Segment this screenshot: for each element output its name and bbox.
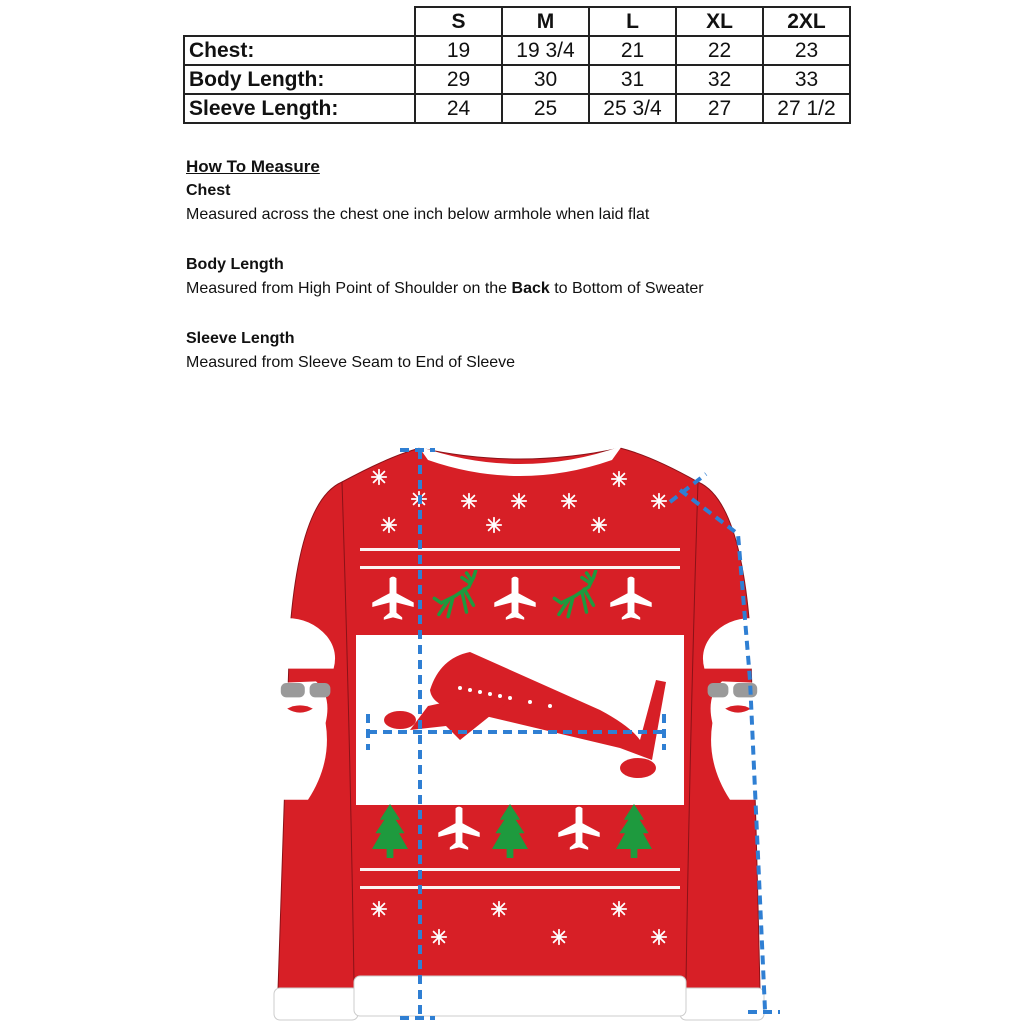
table-cell: 27 1/2: [763, 94, 850, 123]
table-row: [184, 94, 850, 123]
table-cell: 30: [502, 65, 589, 94]
chest-heading: Chest: [186, 182, 231, 199]
how-to-measure-section: [186, 155, 704, 375]
sleeve-length-description: Measured from Sleeve Seam to End of Sleeve: [186, 354, 516, 371]
table-row: [184, 65, 850, 94]
body-length-text-before: Measured from High Point of Shoulder on the: [186, 280, 512, 297]
sweater-illustration: [260, 430, 780, 1025]
body-length-description: [186, 277, 704, 301]
size-header: S: [415, 7, 502, 36]
chest-description: Measured across the chest one inch below armhole when laid flat: [186, 206, 650, 223]
body-length-heading: Body Length: [186, 256, 284, 273]
size-header: M: [502, 7, 589, 36]
sleeve-length-heading: Sleeve Length: [186, 330, 295, 347]
body-length-text-bold: Back: [511, 280, 550, 297]
row-label: Body Length:: [184, 65, 415, 94]
table-cell: 32: [676, 65, 763, 94]
table-cell: 27: [676, 94, 763, 123]
table-corner: [184, 7, 415, 36]
table-cell: 25: [502, 94, 589, 123]
table-cell: 19 3/4: [502, 36, 589, 65]
size-chart-table: [183, 6, 851, 124]
table-cell: 24: [415, 94, 502, 123]
size-header: 2XL: [763, 7, 850, 36]
row-label: Chest:: [184, 36, 415, 65]
table-cell: 21: [589, 36, 676, 65]
table-cell: 23: [763, 36, 850, 65]
size-header: XL: [676, 7, 763, 36]
size-header-row: [184, 7, 850, 36]
table-row: [184, 36, 850, 65]
body-length-text-after: to Bottom of Sweater: [549, 280, 704, 297]
row-label: Sleeve Length:: [184, 94, 415, 123]
table-cell: 25 3/4: [589, 94, 676, 123]
table-cell: 29: [415, 65, 502, 94]
table-cell: 19: [415, 36, 502, 65]
table-cell: 22: [676, 36, 763, 65]
size-header: L: [589, 7, 676, 36]
how-to-measure-title: How To Measure: [186, 157, 320, 176]
table-cell: 31: [589, 65, 676, 94]
table-cell: 33: [763, 65, 850, 94]
